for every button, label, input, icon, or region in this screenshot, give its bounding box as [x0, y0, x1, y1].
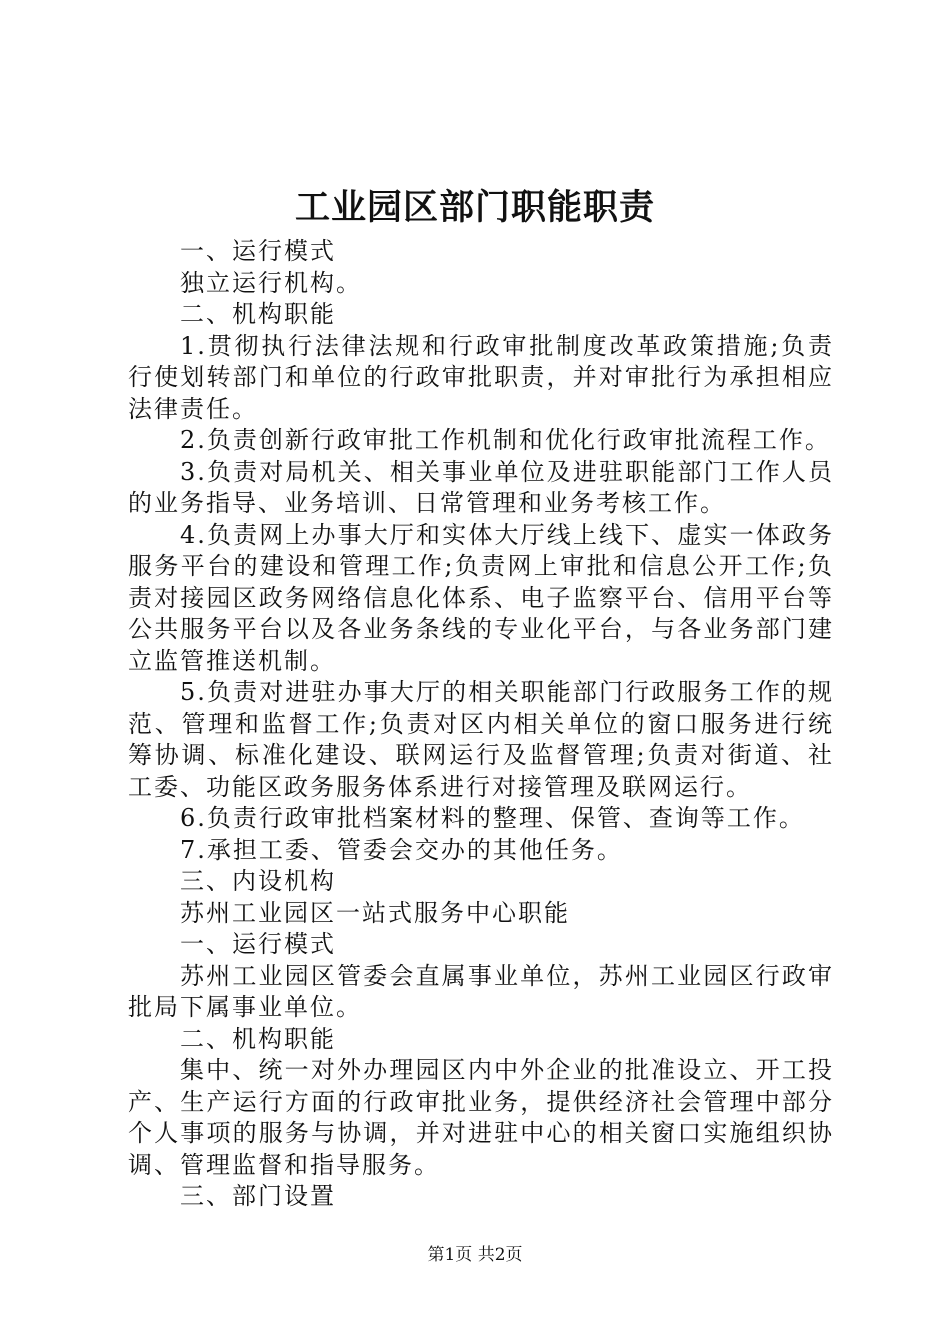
- page-footer: 第1页 共2页: [427, 1245, 523, 1265]
- paragraph: 独立运行机构。: [180, 268, 362, 297]
- section-heading: 三、内设机构: [180, 867, 336, 895]
- document-title: 工业园区部门职能职责: [294, 187, 655, 228]
- numbered-item: 4.负责网上办事大厅和实体大厅线上线下、虚实一体政务服务平台的建设和管理工作;负责网上审批和信息公开工作;负责对接园区政务网络信息化体系、电子监察平台、信用平台等公共服务平台以及各业务条线的专业化平台，与各业务部门建立监管推送机制。: [128, 520, 834, 675]
- subsection-title: 苏州工业园区一站式服务中心职能: [180, 898, 570, 927]
- numbered-item: 6.负责行政审批档案材料的整理、保管、查询等工作。: [180, 804, 805, 832]
- paragraph: 苏州工业园区管委会直属事业单位，苏州工业园区行政审批局下属事业单位。: [128, 961, 834, 1021]
- section-heading: 一、运行模式: [180, 930, 336, 958]
- numbered-item: 7.承担工委、管委会交办的其他任务。: [180, 835, 623, 864]
- document-body: [128, 236, 834, 1213]
- paragraph: 集中、统一对外办理园区内中外企业的批准设立、开工投产、生产运行方面的行政审批业务，提供经济社会管理中部分个人事项的服务与协调，并对进驻中心的相关窗口实施组织协调、管理监督和指导服务。: [128, 1056, 834, 1179]
- section-heading: 一、运行模式: [180, 237, 336, 265]
- numbered-item: 5.负责对进驻办事大厅的相关职能部门行政服务工作的规范、管理和监督工作;负责对区内相关单位的窗口服务进行统筹协调、标准化建设、联网运行及监督管理;负责对街道、社工委、功能区政务服务体系进行对接管理及联网运行。: [128, 678, 834, 801]
- numbered-item: 2.负责创新行政审批工作机制和优化行政审批流程工作。: [180, 426, 831, 454]
- numbered-item: 3.负责对局机关、相关事业单位及进驻职能部门工作人员的业务指导、业务培训、日常管理和业务考核工作。: [128, 457, 834, 517]
- section-heading: 二、机构职能: [180, 1024, 336, 1053]
- section-heading: 三、部门设置: [180, 1182, 336, 1210]
- numbered-item: 1.贯彻执行法律法规和行政审批制度改革政策措施;负责行使划转部门和单位的行政审批职责，并对审批行为承担相应法律责任。: [128, 331, 834, 423]
- section-heading: 二、机构职能: [180, 300, 336, 328]
